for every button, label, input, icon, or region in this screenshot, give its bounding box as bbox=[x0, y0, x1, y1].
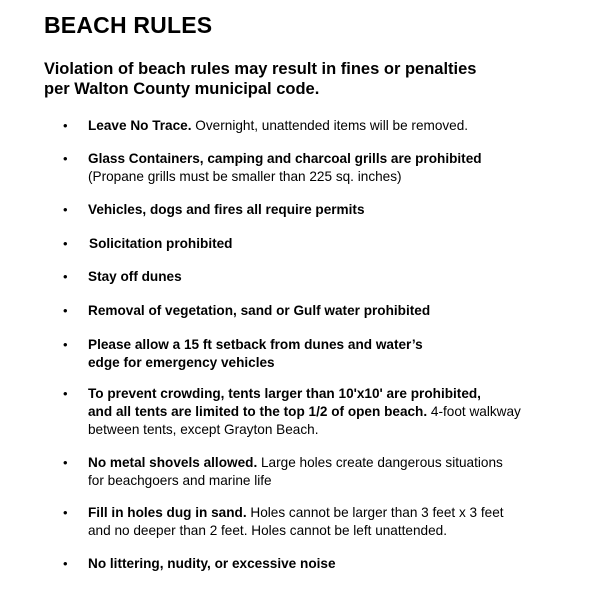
rule-text bbox=[89, 235, 579, 253]
rule-text bbox=[88, 150, 578, 186]
rule-line bbox=[88, 504, 578, 522]
rule-normal-text: Overnight, unattended items will be removed. bbox=[191, 118, 469, 133]
rule-line bbox=[88, 403, 578, 421]
rule-text bbox=[88, 336, 578, 372]
bullet: • bbox=[63, 556, 68, 571]
rule-normal-text: Holes cannot be larger than 3 feet x 3 feet bbox=[246, 505, 504, 520]
rule-bold-text: Solicitation prohibited bbox=[89, 236, 233, 251]
rule-text bbox=[88, 302, 578, 320]
rule-text bbox=[88, 268, 578, 286]
rule-bold-text: Fill in holes dug in sand. bbox=[88, 505, 247, 520]
rule-bold-text: Glass Containers, camping and charcoal grills are prohibited bbox=[88, 151, 482, 166]
page-title: BEACH RULES bbox=[44, 12, 213, 38]
rule-bold-text: edge for emergency vehicles bbox=[88, 355, 275, 370]
rule-bold-text: Leave No Trace. bbox=[88, 118, 192, 133]
rule-normal-text: between tents, except Grayton Beach. bbox=[88, 422, 319, 437]
rule-text bbox=[88, 117, 578, 135]
rule-text bbox=[88, 201, 578, 219]
bullet: • bbox=[63, 151, 68, 166]
bullet: • bbox=[63, 269, 68, 284]
rule-normal-text: (Propane grills must be smaller than 225 sq. inches) bbox=[88, 169, 402, 184]
rule-text bbox=[88, 385, 578, 439]
rule-text bbox=[88, 454, 578, 490]
rule-bold-text: No metal shovels allowed. bbox=[88, 455, 258, 470]
rule-normal-text: Large holes create dangerous situations bbox=[257, 455, 503, 470]
subtitle-line-1: Violation of beach rules may result in fines or penalties bbox=[44, 60, 477, 78]
rule-bold-text: and all tents are limited to the top 1/2 of open beach. bbox=[88, 404, 428, 419]
bullet: • bbox=[63, 505, 68, 520]
rule-bold-text: Stay off dunes bbox=[88, 269, 182, 284]
rule-bold-text: Vehicles, dogs and fires all require permits bbox=[88, 202, 365, 217]
bullet: • bbox=[63, 202, 68, 217]
rule-bold-text: Please allow a 15 ft setback from dunes and water’s bbox=[88, 337, 423, 352]
bullet: • bbox=[63, 386, 68, 401]
bullet: • bbox=[63, 236, 68, 251]
rule-normal-text: for beachgoers and marine life bbox=[88, 473, 272, 488]
rule-line bbox=[88, 117, 578, 135]
rule-bold-text: To prevent crowding, tents larger than 10'x10' are prohibited, bbox=[88, 386, 481, 401]
rule-normal-text: and no deeper than 2 feet. Holes cannot be left unattended. bbox=[88, 523, 447, 538]
bullet: • bbox=[63, 455, 68, 470]
rule-normal-text: 4-foot walkway bbox=[427, 404, 521, 419]
bullet: • bbox=[63, 118, 68, 133]
bullet: • bbox=[63, 337, 68, 352]
rule-text bbox=[88, 504, 578, 540]
rule-bold-text: No littering, nudity, or excessive noise bbox=[88, 556, 336, 571]
subtitle bbox=[44, 59, 564, 99]
bullet: • bbox=[63, 303, 68, 318]
rule-text bbox=[88, 555, 578, 573]
rule-line bbox=[88, 454, 578, 472]
rule-bold-text: Removal of vegetation, sand or Gulf water prohibited bbox=[88, 303, 431, 318]
subtitle-line-2: per Walton County municipal code. bbox=[44, 80, 320, 98]
